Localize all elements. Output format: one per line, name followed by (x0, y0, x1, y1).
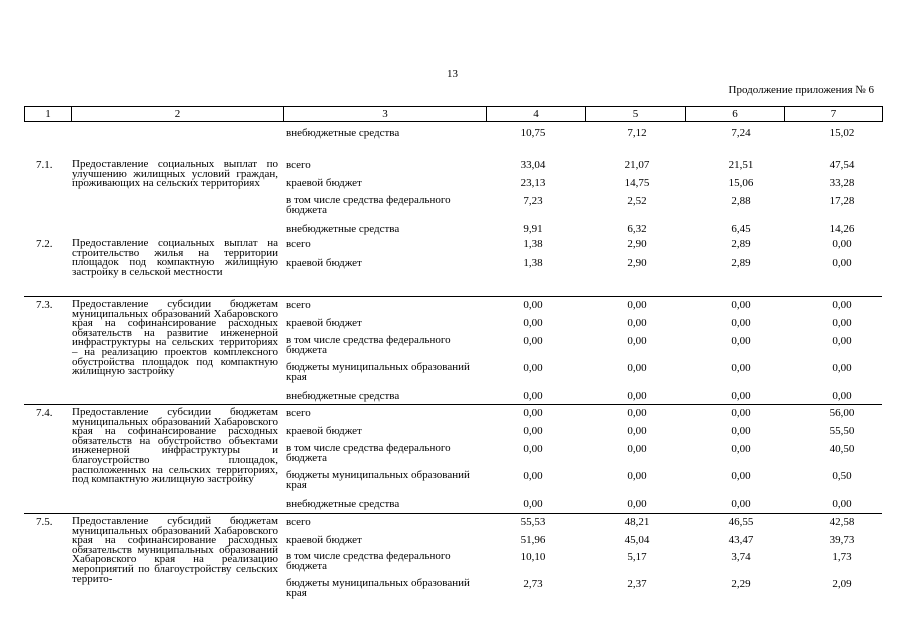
item-description: Предоставление социальных выплат по улучшению жилищных условий граждан, проживающих на сельских территориях (72, 158, 278, 190)
funding-value: 0,00 (832, 362, 852, 374)
funding-value: 14,75 (624, 177, 650, 189)
funding-value: 17,28 (829, 195, 855, 207)
funding-value: 10,10 (520, 551, 546, 563)
funding-value: 14,26 (829, 223, 855, 235)
funding-value: 7,23 (523, 195, 543, 207)
column-header: 1 (25, 107, 72, 122)
funding-value: 0,00 (731, 362, 751, 374)
item-description: Предоставление субсидии бюджетам муниципальных образований Хабаровского края на софинансирование расходных обязательств на развитие инженерной инфраструктуры на сельских территориях – на реализацию проектов комплексного обустройства площадок под компактную жилищную застройку (72, 298, 278, 378)
funding-value: 55,53 (520, 516, 546, 528)
funding-value: 2,88 (731, 195, 751, 207)
funding-source: в том числе средства федерального бюджета (286, 194, 451, 216)
column-header: 6 (686, 107, 785, 122)
item-number: 7.5. (36, 516, 53, 528)
funding-value: 33,04 (520, 159, 546, 171)
funding-value: 1,38 (523, 257, 543, 269)
funding-value: 0,00 (731, 407, 751, 419)
funding-value: 33,28 (829, 177, 855, 189)
funding-value: 46,55 (728, 516, 754, 528)
funding-value: 7,12 (627, 127, 647, 139)
funding-source: внебюджетные средства (286, 223, 400, 235)
continuation-note: Продолжение приложения № 6 (728, 84, 874, 96)
funding-source: всего (286, 407, 311, 419)
funding-value: 0,00 (731, 443, 751, 455)
funding-value: 2,73 (523, 578, 543, 590)
funding-value: 48,21 (624, 516, 650, 528)
funding-value: 0,00 (523, 299, 543, 311)
item-description: Предоставление социальных выплат на строительство жилья на территории площадок под компактную жилищную застройку в сельской местности (72, 237, 278, 278)
funding-value: 0,00 (627, 470, 647, 482)
funding-value: 42,58 (829, 516, 855, 528)
funding-value: 2,29 (731, 578, 751, 590)
item-description: Предоставление субсидии бюджетам муниципальных образований Хабаровского края на софинансирование расходных обязательств на обустройство объектами инженерной инфраструктуры и благоустройство площадок, расположенных на сельских территориях, под компактную жилищную застройку (72, 406, 278, 486)
page-number: 13 (447, 68, 458, 80)
funding-source: в том числе средства федерального бюджета (286, 442, 451, 464)
funding-value: 10,75 (520, 127, 546, 139)
funding-value: 0,00 (523, 498, 543, 510)
funding-value: 15,06 (728, 177, 754, 189)
funding-value: 3,74 (731, 551, 751, 563)
funding-value: 45,04 (624, 534, 650, 546)
funding-value: 0,00 (627, 317, 647, 329)
funding-value: 39,73 (829, 534, 855, 546)
funding-value: 7,24 (731, 127, 751, 139)
funding-source: внебюджетные средства (286, 498, 400, 510)
funding-value: 0,00 (627, 498, 647, 510)
funding-source: краевой бюджет (286, 257, 362, 269)
funding-value: 0,00 (523, 407, 543, 419)
funding-source: в том числе средства федерального бюджета (286, 334, 451, 356)
funding-source: всего (286, 159, 311, 171)
funding-value: 2,90 (627, 257, 647, 269)
funding-value: 0,00 (523, 362, 543, 374)
funding-value: 2,90 (627, 238, 647, 250)
column-header: 2 (72, 107, 284, 122)
funding-value: 0,00 (523, 317, 543, 329)
funding-value: 9,91 (523, 223, 543, 235)
funding-source: бюджеты муниципальных образований края (286, 361, 470, 383)
funding-value: 1,73 (832, 551, 852, 563)
funding-value: 0,00 (627, 335, 647, 347)
funding-value: 2,89 (731, 257, 751, 269)
funding-value: 0,00 (832, 498, 852, 510)
funding-value: 0,00 (731, 425, 751, 437)
column-header: 3 (284, 107, 487, 122)
funding-value: 1,38 (523, 238, 543, 250)
funding-source: бюджеты муниципальных образований края (286, 577, 470, 599)
funding-source: краевой бюджет (286, 425, 362, 437)
funding-value: 21,07 (624, 159, 650, 171)
funding-source: краевой бюджет (286, 534, 362, 546)
funding-value: 5,17 (627, 551, 647, 563)
funding-value: 55,50 (829, 425, 855, 437)
funding-value: 56,00 (829, 407, 855, 419)
funding-value: 0,00 (523, 335, 543, 347)
funding-value: 0,00 (731, 335, 751, 347)
funding-value: 0,00 (832, 390, 852, 402)
funding-value: 40,50 (829, 443, 855, 455)
funding-value: 0,00 (731, 498, 751, 510)
funding-source: в том числе средства федерального бюджета (286, 550, 451, 572)
item-number: 7.4. (36, 407, 53, 419)
funding-value: 0,00 (627, 407, 647, 419)
funding-value: 0,00 (523, 470, 543, 482)
funding-value: 0,00 (832, 299, 852, 311)
funding-value: 2,37 (627, 578, 647, 590)
funding-source: всего (286, 238, 311, 250)
item-number: 7.3. (36, 299, 53, 311)
funding-value: 15,02 (829, 127, 855, 139)
item-number: 7.2. (36, 238, 53, 250)
funding-value: 43,47 (728, 534, 754, 546)
funding-value: 0,00 (731, 390, 751, 402)
funding-value: 0,00 (627, 425, 647, 437)
item-number: 7.1. (36, 159, 53, 171)
column-header: 7 (785, 107, 883, 122)
funding-value: 0,00 (627, 443, 647, 455)
funding-value: 0,00 (832, 335, 852, 347)
row-separator (24, 296, 882, 297)
funding-value: 23,13 (520, 177, 546, 189)
funding-value: 0,00 (523, 390, 543, 402)
funding-source: всего (286, 299, 311, 311)
funding-value: 0,00 (832, 238, 852, 250)
funding-value: 6,32 (627, 223, 647, 235)
funding-value: 0,00 (627, 299, 647, 311)
funding-value: 0,00 (523, 425, 543, 437)
funding-value: 0,50 (832, 470, 852, 482)
funding-value: 0,00 (627, 362, 647, 374)
column-header: 4 (487, 107, 586, 122)
funding-value: 51,96 (520, 534, 546, 546)
column-header: 5 (586, 107, 686, 122)
funding-source: бюджеты муниципальных образований края (286, 469, 470, 491)
funding-value: 0,00 (731, 317, 751, 329)
funding-source: внебюджетные средства (286, 390, 400, 402)
funding-value: 0,00 (731, 299, 751, 311)
funding-value: 21,51 (728, 159, 754, 171)
funding-value: 0,00 (523, 443, 543, 455)
funding-value: 0,00 (832, 257, 852, 269)
funding-value: 6,45 (731, 223, 751, 235)
funding-value: 47,54 (829, 159, 855, 171)
funding-value: 2,89 (731, 238, 751, 250)
funding-source: краевой бюджет (286, 317, 362, 329)
funding-value: 0,00 (731, 470, 751, 482)
funding-value: 2,52 (627, 195, 647, 207)
funding-value: 0,00 (627, 390, 647, 402)
funding-value: 0,00 (832, 317, 852, 329)
funding-source: внебюджетные средства (286, 127, 400, 139)
item-description: Предоставление субсидий бюджетам муниципальных образований Хабаровского края на софинансирование расходных обязательств муниципальных образований Хабаровского края на реализацию мероприятий по благоустройству сельских террито- (72, 515, 278, 585)
funding-source: краевой бюджет (286, 177, 362, 189)
funding-source: всего (286, 516, 311, 528)
row-separator (24, 404, 882, 405)
funding-value: 2,09 (832, 578, 852, 590)
row-separator (24, 513, 882, 514)
